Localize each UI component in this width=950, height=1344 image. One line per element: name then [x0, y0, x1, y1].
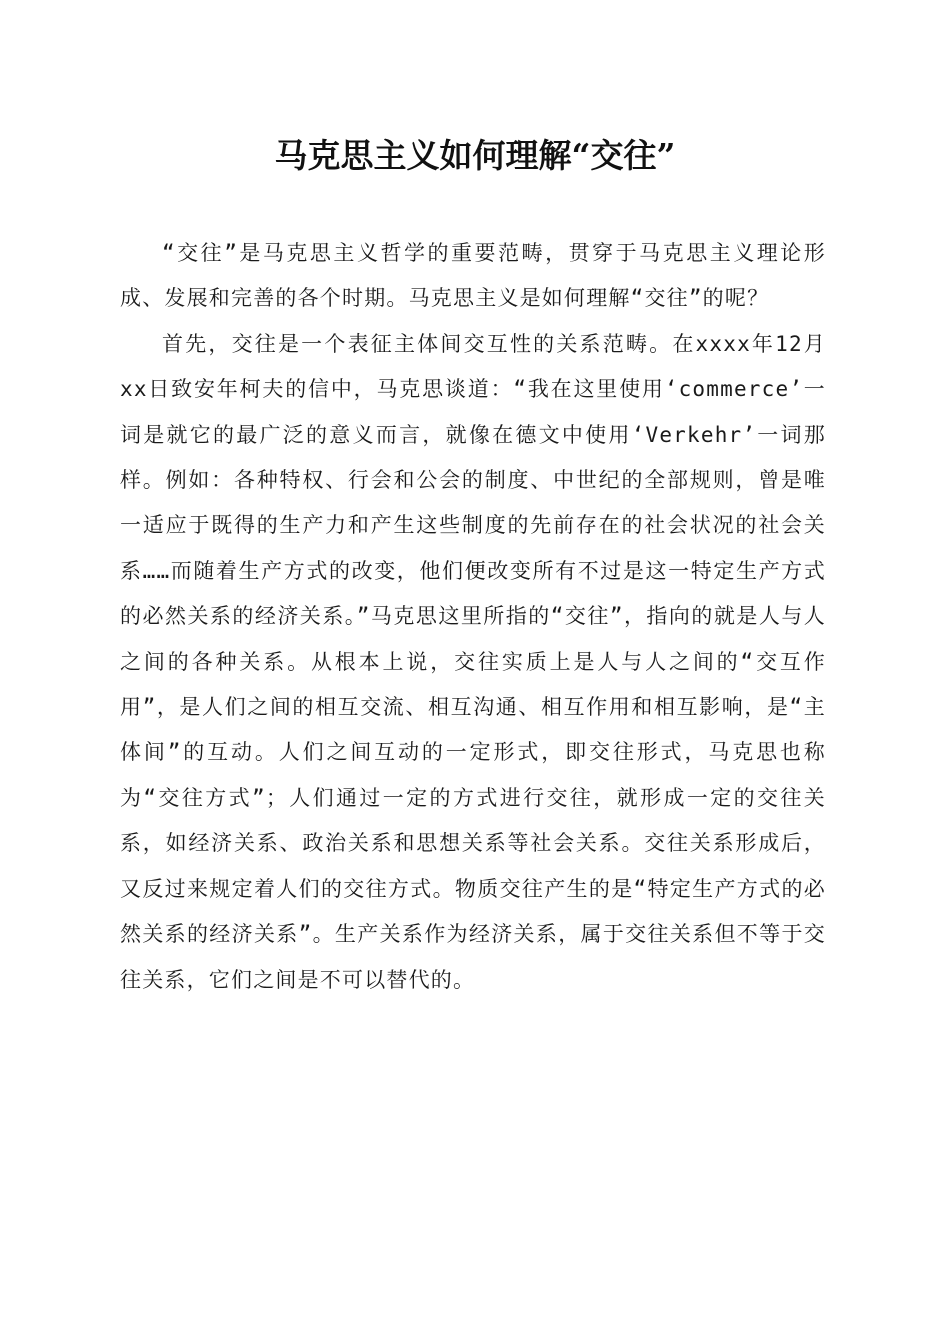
- paragraph-first-point: 首先，交往是一个表征主体间交互性的关系范畴。在xxxx年12月xx日致安年柯夫的信中，马克思谈道：“我在这里使用‘commerce’一词是就它的最广泛的意义而言，就像在德文中使用‘Verkehr’一词那样。例如：各种特权、行会和公会的制度、中世纪的全部规则，曾是唯一适应于既得的生产力和产生这些制度的先前存在的社会状况的社会关系……而随着生产方式的改变，他们便改变所有不过是这一特定生产方式的必然关系的经济关系。”马克思这里所指的“交往”，指向的就是人与人之间的各种关系。从根本上说，交往实质上是人与人之间的“交互作用”，是人们之间的相互交流、相互沟通、相互作用和相互影响，是“主体间”的互动。人们之间互动的一定形式，即交往形式，马克思也称为“交往方式”；人们通过一定的方式进行交往，就形成一定的交往关系，如经济关系、政治关系和思想关系等社会关系。交往关系形成后，又反过来规定着人们的交往方式。物质交往产生的是“特定生产方式的必然关系的经济关系”。生产关系作为经济关系，属于交往关系但不等于交往关系，它们之间是不可以替代的。: [120, 331, 826, 992]
- document-title: 马克思主义如何理解“交往”: [274, 136, 676, 175]
- paragraph-intro: “交往”是马克思主义哲学的重要范畴，贯穿于马克思主义理论形成、发展和完善的各个时期。马克思主义是如何理解“交往”的呢？: [120, 241, 826, 311]
- document-body: [120, 231, 826, 1003]
